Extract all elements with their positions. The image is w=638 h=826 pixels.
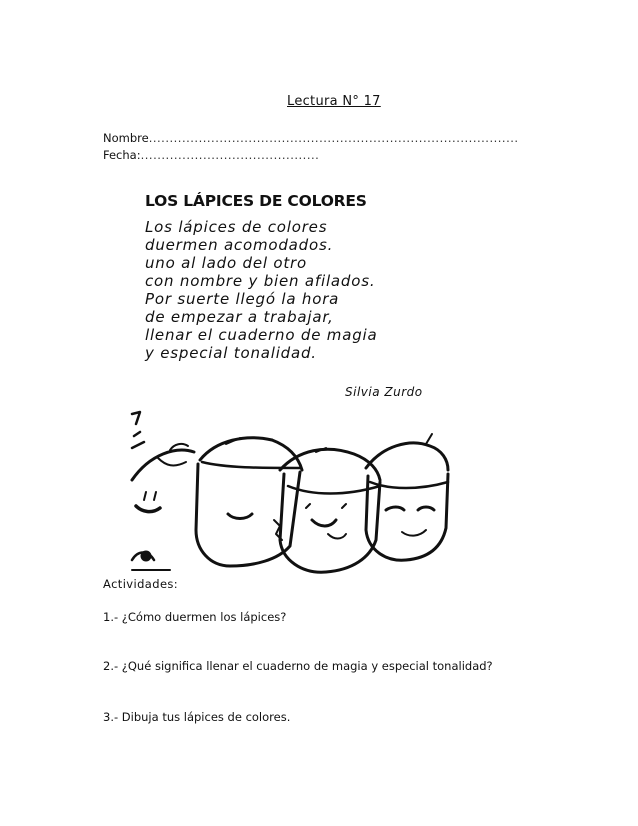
poem-title: LOS LÁPICES DE COLORES (145, 192, 367, 210)
name-blank-line: ......................................................................................... (148, 131, 519, 145)
poem-line: Por suerte llegó la hora (145, 290, 340, 308)
poem-line: de empezar a trabajar, (145, 308, 334, 326)
date-field (103, 148, 319, 162)
date-blank-line: ........................................... (140, 148, 320, 162)
poem-line: duermen acomodados. (145, 236, 334, 254)
poem-line: con nombre y bien afilados. (145, 272, 376, 290)
activity-question: 3.- Dibuja tus lápices de colores. (103, 710, 291, 724)
sleeping-pencils-illustration (130, 410, 450, 575)
reading-number-title: Lectura N° 17 (287, 94, 381, 109)
activities-heading: Actividades: (103, 577, 179, 591)
poem-body (145, 218, 377, 362)
poem-line: llenar el cuaderno de magia (145, 326, 378, 344)
poem-line: Los lápices de colores (145, 218, 328, 236)
activity-question: 2.- ¿Qué significa llenar el cuaderno de magia y especial tonalidad? (103, 659, 493, 673)
activity-question: 1.- ¿Cómo duermen los lápices? (103, 610, 287, 624)
poem-author: Silvia Zurdo (345, 385, 423, 399)
poem-line: y especial tonalidad. (145, 344, 317, 362)
poem-line: uno al lado del otro (145, 254, 308, 272)
name-label: Nombre (103, 131, 149, 145)
date-label: Fecha: (103, 148, 141, 162)
name-field (103, 131, 519, 145)
